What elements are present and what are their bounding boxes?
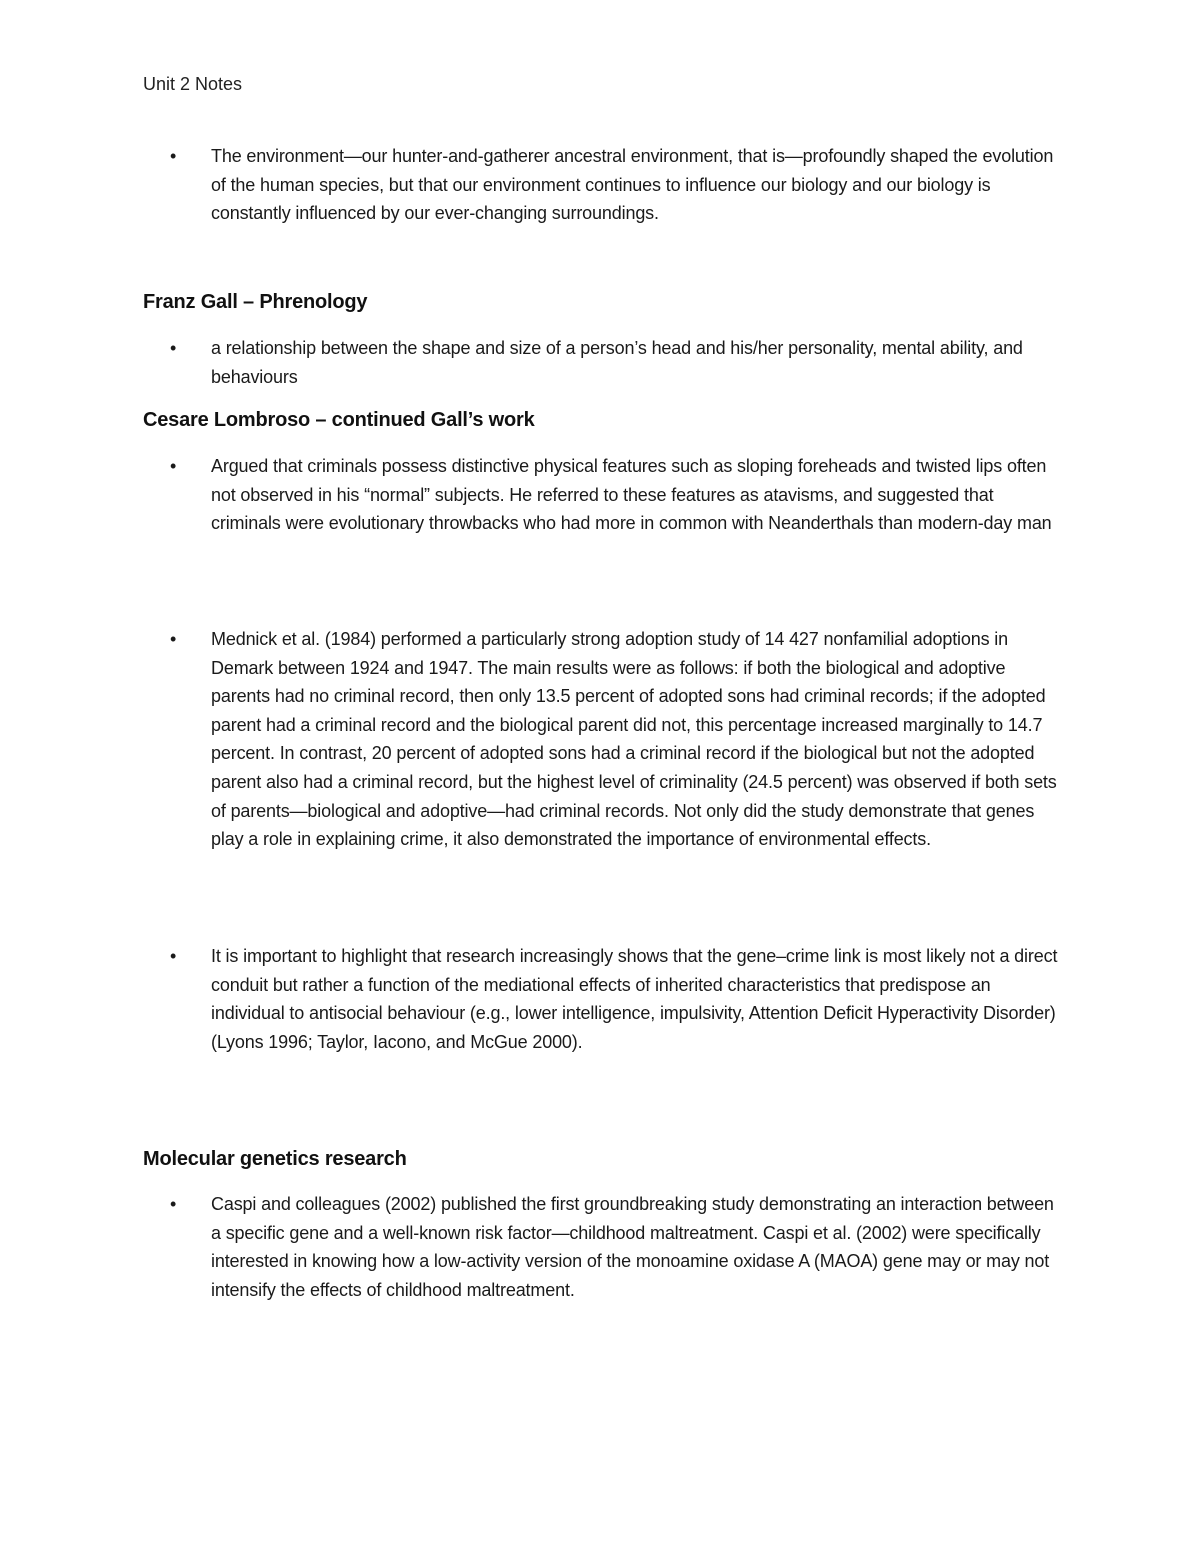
gene-crime-bullet xyxy=(170,942,1060,1056)
mednick-bullet xyxy=(170,625,1060,854)
bullet-text: Mednick et al. (1984) performed a particularly strong adoption study of 14 427 nonfamilial adoptions in Demark between 1924 and 1947. The main results were as follows: if both the biological and adoptive parents had no criminal record, then only 13.5 percent of adopted sons had criminal records; if the adopted parent had a criminal record and the biological parent did not, this percentage increased marginally to 14.7 percent. In contrast, 20 percent of adopted sons had a criminal record if the biological but not the adopted parent also had a criminal record, but the highest level of criminality (24.5 percent) was observed if both sets of parents—biological and adoptive—had criminal records. Not only did the study demonstrate that genes play a role in explaining crime, it also demonstrated the importance of environmental effects. xyxy=(211,629,1057,850)
bullet-icon: • xyxy=(170,338,177,358)
bullet-icon: • xyxy=(170,146,177,166)
page-header: Unit 2 Notes xyxy=(143,74,243,94)
bullet-icon: • xyxy=(170,629,177,649)
molecular-bullet xyxy=(170,1190,1060,1304)
lombroso-bullet xyxy=(170,452,1060,538)
bullet-text: It is important to highlight that research increasingly shows that the gene–crime link is most likely not a direct conduit but rather a function of the mediational effects of inherited characteristics that predispose an individual to antisocial behaviour (e.g., lower intelligence, impulsivity, Attention Deficit Hyperactivity Disorder) (Lyons 1996; Taylor, Iacono, and McGue 2000). xyxy=(211,946,1058,1052)
section-heading-molecular: Molecular genetics research xyxy=(143,1148,407,1170)
bullet-icon: • xyxy=(170,946,177,966)
gall-bullet xyxy=(170,334,1060,391)
bullet-text: The environment—our hunter-and-gatherer ancestral environment, that is—profoundly shaped the evolution of the human species, but that our environment continues to influence our biology and our biology is constantly influenced by our ever-changing surroundings. xyxy=(211,146,1054,224)
intro-bullet xyxy=(170,142,1060,228)
bullet-icon: • xyxy=(170,456,177,476)
bullet-text: Argued that criminals possess distinctive physical features such as sloping foreheads and twisted lips often not observed in his “normal” subjects. He referred to these features as atavisms, and suggested that criminals were evolutionary throwbacks who had more in common with Neanderthals than modern-day man xyxy=(211,456,1052,534)
bullet-icon: • xyxy=(170,1194,177,1214)
section-heading-lombroso: Cesare Lombroso – continued Gall’s work xyxy=(143,409,535,431)
bullet-text: Caspi and colleagues (2002) published the first groundbreaking study demonstrating an interaction between a specific gene and a well-known risk factor—childhood maltreatment. Caspi et al. (2002) were specifically interested in knowing how a low-activity version of the monoamine oxidase A (MAOA) gene may or may not intensify the effects of childhood maltreatment. xyxy=(211,1194,1054,1300)
bullet-text: a relationship between the shape and size of a person’s head and his/her personality, mental ability, and behaviours xyxy=(211,338,1023,387)
section-heading-gall: Franz Gall – Phrenology xyxy=(143,291,368,313)
